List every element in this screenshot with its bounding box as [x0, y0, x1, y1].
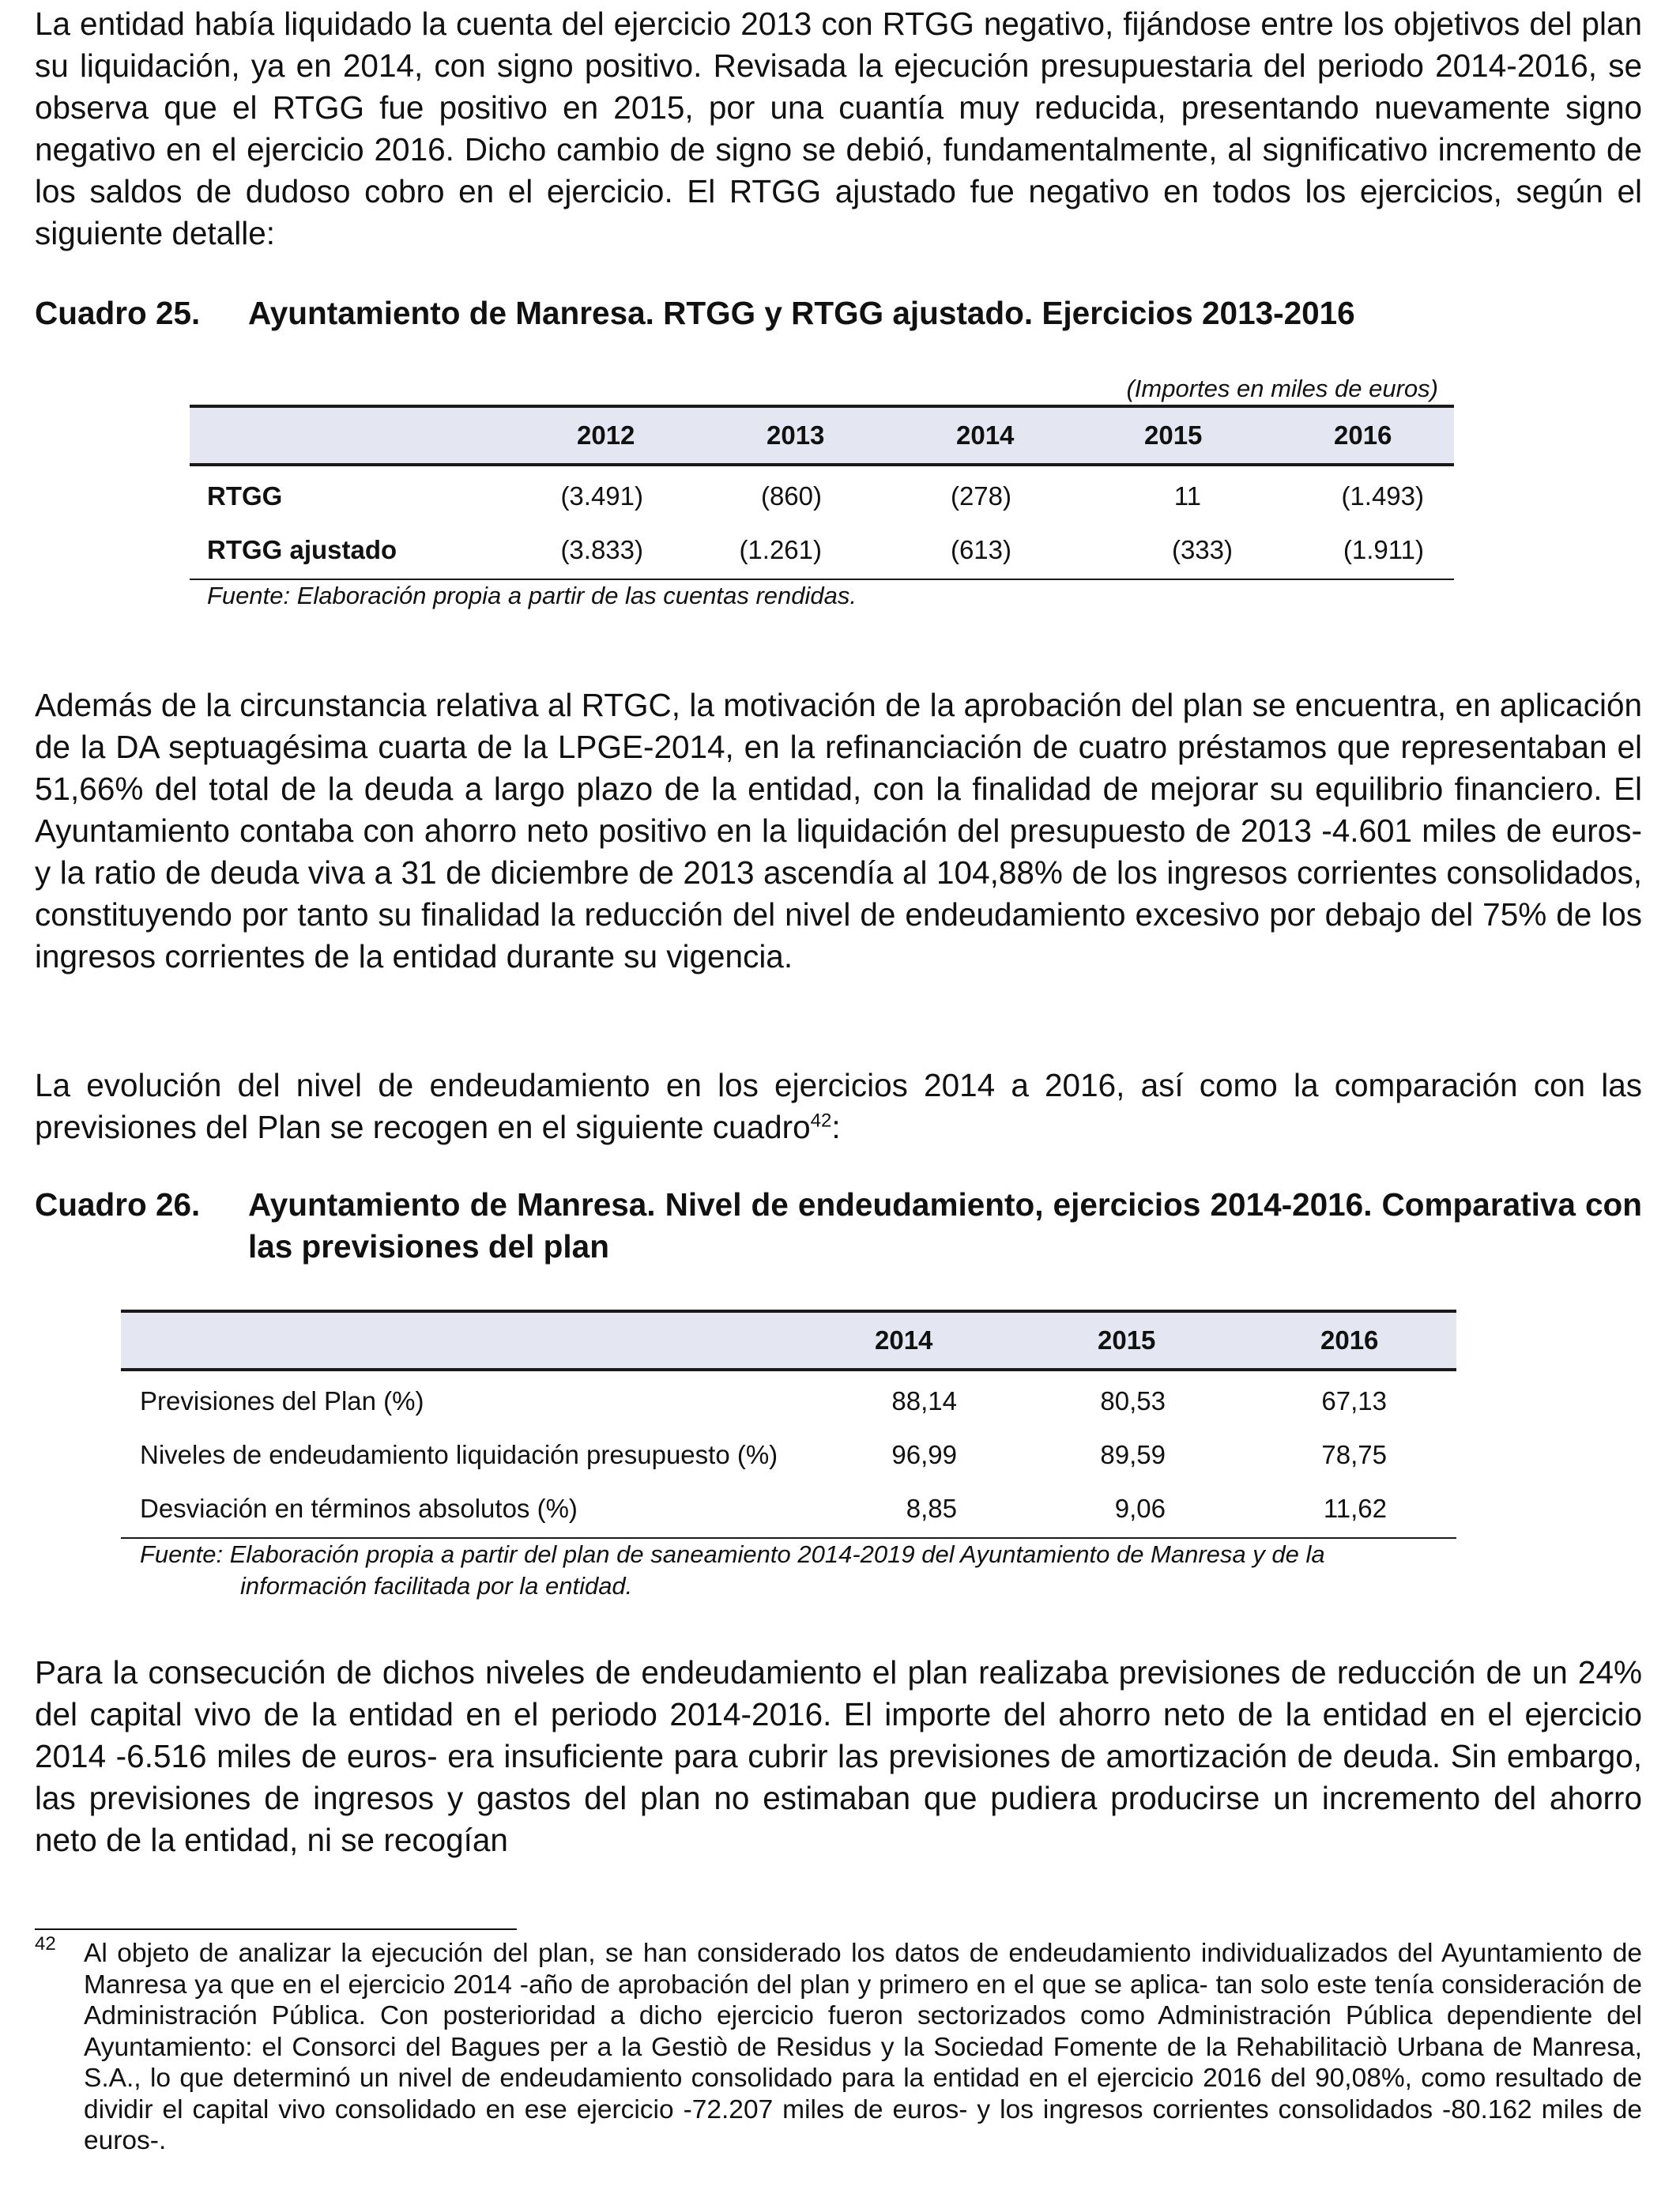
table-25-header	[190, 405, 1454, 466]
table-row	[190, 523, 1454, 577]
table-26-header	[121, 1310, 1456, 1371]
footnote-number: 42	[35, 1933, 56, 1955]
table-cell: 96,99	[891, 1440, 957, 1469]
table-row	[121, 1374, 1456, 1428]
table-row	[121, 1428, 1456, 1482]
table-25-body	[190, 466, 1454, 580]
table-cell: (278)	[950, 481, 1011, 511]
paragraph-debt-reduction: Para la consecución de dichos niveles de endeudamiento el plan realizaba previsiones de reducción de un 24% del capital vivo de la entidad en el periodo 2014-2016. El importe del ahorro neto de la entidad en el ejercicio 2014 -6.516 miles de euros- era insuficiente para cubrir las previsiones de amortización de deuda. Sin embargo, las previsiones de ingresos y gastos del plan no estimaban que pudiera producirse un incremento del ahorro neto de la entidad, ni se recogían	[35, 1654, 1642, 1858]
table-cell: 11,62	[1323, 1494, 1387, 1523]
table-cell: (613)	[950, 535, 1011, 564]
table-26-source	[121, 1539, 1456, 1602]
table-25-caption-number: Cuadro 25.	[35, 295, 201, 331]
table-26-col-2014: 2014	[875, 1325, 933, 1355]
table-cell: (860)	[760, 481, 822, 511]
table-cell: (3.491)	[560, 481, 643, 511]
table-cell: 8,85	[906, 1494, 957, 1523]
table-26-caption-number: Cuadro 26.	[35, 1186, 201, 1223]
paragraph-rtgg-context: La entidad había liquidado la cuenta del ejercicio 2013 con RTGG negativo, fijándose entre los objetivos del plan su liquidación, ya en 2014, con signo positivo. Revisada la ejecución presupuestaria del periodo 2014-2016, se observa que el RTGG fue positivo en 2015, por una cuantía muy reducida, presentando nuevamente signo negativo en el ejercicio 2016. Dicho cambio de signo se debió, fundamentalmente, al significativo incremento de los saldos de dudoso cobro en el ejercicio. El RTGG ajustado fue negativo en todos los ejercicios, según el siguiente detalle:	[35, 6, 1642, 251]
table-cell: 88,14	[891, 1386, 957, 1416]
table-25-col-2016: 2016	[1334, 420, 1392, 450]
table-cell: 89,59	[1100, 1440, 1166, 1469]
paragraph-debt-evolution-text: La evolución del nivel de endeudamiento en los ejercicios 2014 a 2016, así como la comparación con las previsiones del Plan se recogen en el siguiente cuadro	[35, 1067, 1642, 1145]
table-25	[190, 373, 1454, 612]
table-cell: (333)	[1171, 535, 1233, 564]
table-26-col-2015: 2015	[1098, 1325, 1156, 1355]
paragraph-debt-evolution	[35, 1065, 1642, 1148]
row-label: Niveles de endeudamiento liquidación presupuesto (%)	[140, 1440, 778, 1469]
table-25-caption	[35, 292, 1642, 340]
table-cell: 9,06	[1114, 1494, 1166, 1523]
table-cell: (1.911)	[1343, 535, 1424, 564]
table-row	[190, 469, 1454, 523]
table-26-source-line-2: información facilitada por la entidad.	[240, 1572, 633, 1600]
table-cell: 78,75	[1321, 1440, 1387, 1469]
paragraph-debt-evolution-end: :	[831, 1109, 841, 1145]
table-25-caption-text: Ayuntamiento de Manresa. RTGG y RTGG ajustado. Ejercicios 2013-2016	[248, 295, 1355, 331]
table-26-caption-text: Ayuntamiento de Manresa. Nivel de endeudamiento, ejercicios 2014-2016. Comparativa con las previsiones del plan	[248, 1186, 1642, 1265]
paragraph-plan-motivation: Además de la circunstancia relativa al RTGC, la motivación de la aprobación del plan se encuentra, en aplicación de la DA septuagésima cuarta de la LPGE-2014, en la refinanciación de cuatro préstamos que representaban el 51,66% del total de la deuda a largo plazo de la entidad, con la finalidad de mejorar su equilibrio financiero. El Ayuntamiento contaba con ahorro neto positivo en la liquidación del presupuesto de 2013 -4.601 miles de euros- y la ratio de deuda viva a 31 de diciembre de 2013 ascendía al 104,88% de los ingresos corrientes consolidados, constituyendo por tanto su finalidad la reducción del nivel de endeudamiento excesivo por debajo del 75% de los ingresos corrientes de la entidad durante su vigencia.	[35, 687, 1642, 974]
footnote-separator	[35, 1928, 517, 1930]
footnote	[35, 1933, 1642, 2157]
table-cell: 11	[1173, 481, 1201, 511]
table-cell: (1.493)	[1341, 481, 1424, 511]
table-row	[121, 1482, 1456, 1536]
table-26-source-line-1: Fuente: Elaboración propia a partir del plan de saneamiento 2014-2019 del Ayuntamiento de Manresa y de la	[140, 1540, 1325, 1568]
row-label: RTGG	[207, 481, 283, 511]
table-26-caption	[35, 1184, 1642, 1271]
row-label: RTGG ajustado	[207, 535, 397, 564]
table-25-col-2012: 2012	[577, 420, 635, 450]
footnote-text: Al objeto de analizar la ejecución del plan, se han considerado los datos de endeudamiento individualizados del Ayuntamiento de Manresa ya que en el ejercicio 2014 -año de aprobación del plan y primero en el que se aplica- tan solo este tenía consideración de Administración Pública. Con posterioridad a dicho ejercicio fueron sectorizados como Administración Pública dependiente del Ayuntamiento: el Consorci del Bagues per a la Gestiò de Residus y la Sociedad Fomente de la Rehabilitaciò Urbana de Manresa, S.A., lo que determinó un nivel de endeudamiento consolidado para la entidad en el ejercicio 2016 del 90,08%, como resultado de dividir el capital vivo consolidado en ese ejercicio -72.207 miles de euros- y los ingresos corrientes consolidados -80.162 miles de euros-.	[84, 1939, 1642, 2155]
table-cell: 80,53	[1100, 1386, 1166, 1416]
table-26-body	[121, 1371, 1456, 1539]
table-25-col-2015: 2015	[1144, 420, 1203, 450]
table-cell: 67,13	[1321, 1386, 1387, 1416]
row-label: Previsiones del Plan (%)	[140, 1386, 424, 1416]
table-25-col-2013: 2013	[767, 420, 825, 450]
table-25-col-2014: 2014	[956, 420, 1015, 450]
footnote-reference[interactable]: 42	[810, 1110, 832, 1132]
table-26	[121, 1310, 1456, 1602]
table-25-units: (Importes en miles de euros)	[1126, 375, 1438, 402]
table-26-col-2016: 2016	[1320, 1325, 1379, 1355]
table-cell: (1.261)	[739, 535, 822, 564]
table-25-source: Fuente: Elaboración propia a partir de las cuentas rendidas.	[207, 582, 857, 609]
row-label: Desviación en términos absolutos (%)	[140, 1494, 578, 1523]
table-cell: (3.833)	[560, 535, 643, 564]
